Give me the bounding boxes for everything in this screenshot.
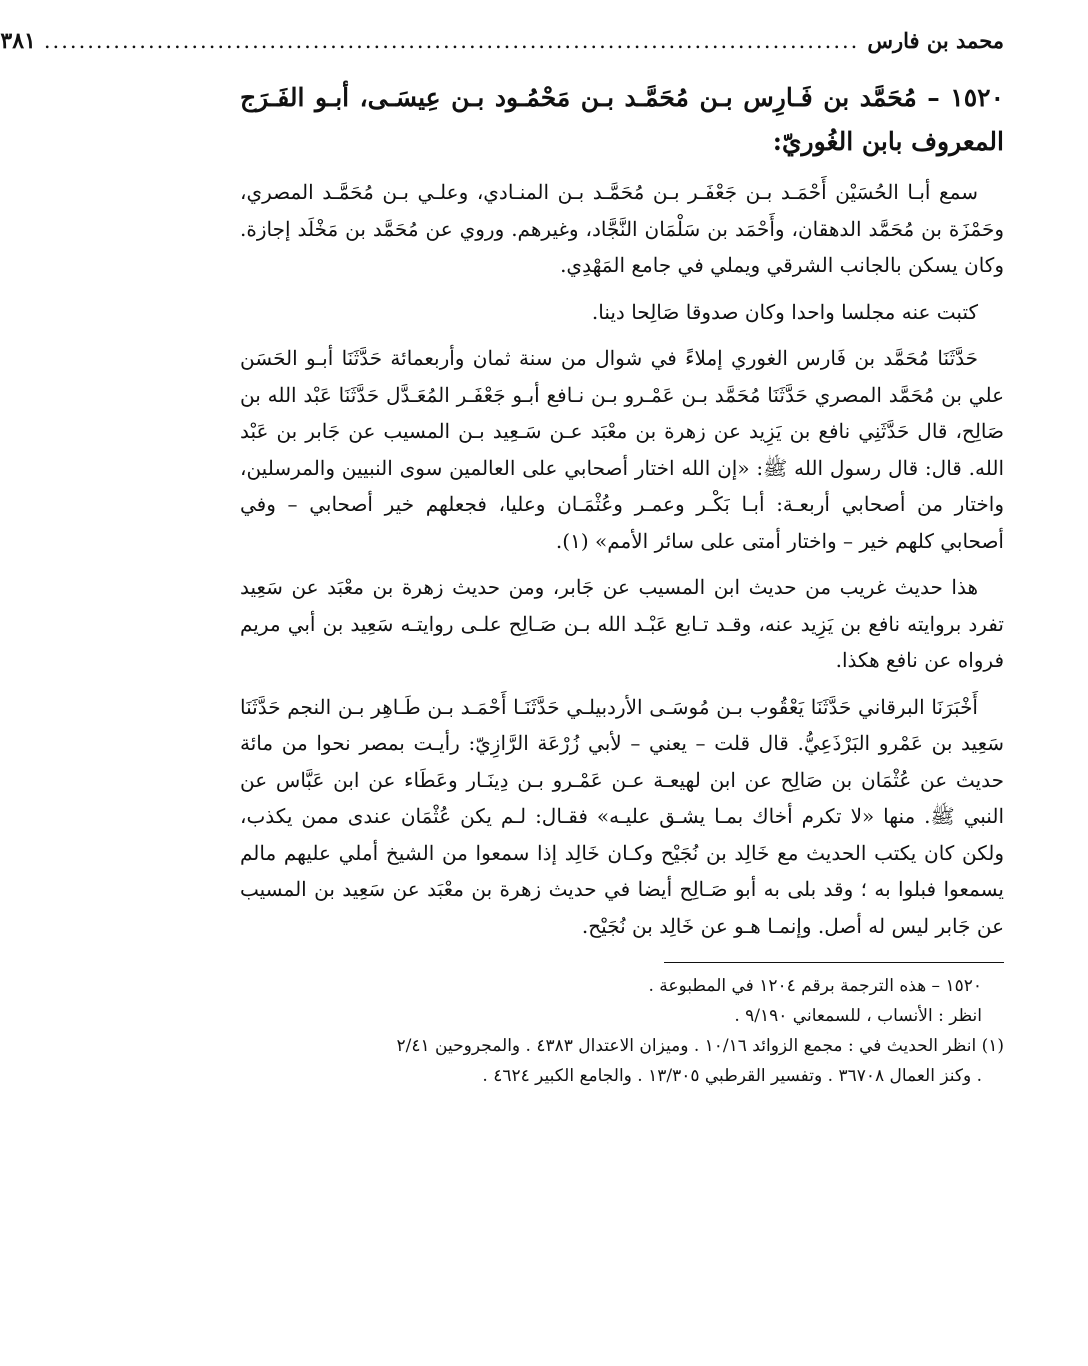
running-title: محمد بن فارس: [867, 28, 1004, 53]
footnotes: [240, 971, 1004, 1091]
paragraph-4: هذا حديث غريب من حديث ابن المسيب عن جَابر، ومن حديث زهرة بن معْبَد عن سَعِيد تفرد بروايته نافع بن يَزِيد عنه، وقـد تـابع عَبْـد الله بـن صَـالِح علـى روايتـه سَعِيد بن أبي مريم فرواه عن نافع هكذا.: [240, 575, 1004, 672]
footnote-entry-source: ١٥٢٠ – هذه الترجمة برقم ١٢٠٤ في المطبوعة .: [648, 976, 982, 996]
paragraph-1: سمع أبـا الحُسَيْن أَحْمَـد بـن جَعْفَـر بـن مُحَمَّـد بـن المنـادي، وعلـي بـن مُحَمَّـد المصري، وحَمْزَة بن مُحَمَّد الدهقان، وأَحْمَد بن سَلْمَان النَّجَّاد، وغيرهم. وروي عن مُحَمَّد بن مَخْلَد إجازة. وكان يسكن بالجانب الشرقي ويملي في جامع المَهْدِي.: [240, 180, 1004, 277]
footnote-1: (١) انظر الحديث في : مجمع الزوائد ١٠/١٦ . وميزان الاعتدال ٤٣٨٣ . والمجروحين ٢/٤١: [396, 1036, 1004, 1056]
footnote-ansab: انظر : الأنساب ، للسمعاني ٩/١٩٠ .: [734, 1006, 982, 1026]
entry-heading: ١٥٢٠ – مُحَمَّد بن فَـارِس بـن مُحَمَّـد بـن مَحْمُـود بـن عِيسَـى، أبـو الفَـرَج المعروف بابن الغُوريّ:: [240, 83, 1004, 156]
page-number: ٣٨١: [0, 28, 36, 54]
footnote-divider: [664, 962, 1004, 963]
paragraph-3: حَدَّثَنَا مُحَمَّد بن فَارس الغوري إملاءً في شوال من سنة ثمان وأربعمائة حَدَّثَنَا أبـو الحَسَن علي بن مُحَمَّد المصري حَدَّثَنَا مُحَمَّد بـن عَمْـرو بـن نـافع أبـو جَعْفَـر المُعَـدَّل حَدَّثَنَا عَبْد الله بن صَالِح، قال حَدَّثَنِي نافع بن يَزِيد عن زهرة بن معْبَد عـن سَـعِيد بـن المسيب عن جَابر بن عَبْد الله. قال: قال رسول الله ﷺ: «إن الله اختار أصحابي على العالمين سوى النبيين والمرسلين، واختار من أصحابي أربعـة: أبـا بَكْـر وعمـر وعُثْمَـان وعليا، فجعلهم خير أصحابي – وفي أصحابي كلهم خير – واختار أمتى على سائر الأمم» (١).: [240, 346, 1005, 553]
paragraph-5: أَخْبَرَنَا البرقاني حَدَّثَنَا يَعْقُوب بـن مُوسَـى الأردبيلـي حَدَّثَنَـا أَحْمَـد بـن طَـاهِر بـن النجم حَدَّثَنَا سَعِيد بن عَمْرو البَرْذَعِيُّ. قال قلت – يعني – لأبي زُرْعَة الرَّازِيّ: رأيـت بمصر نحوا من مائة حديث عن عُثْمَان بن صَالِح عن ابن لهيعـة عـن عَمْـرو بـن دِينَـار وعَطَاء عن ابن عَبَّاس عن النبي ﷺ. منها «لا تكرم أخاك بمـا يشـق عليـه» فقـال: لـم يكن عُثْمَان عندى ممن يكذب، ولكن كان يكتب الحديث مع خَالِد بن نُجَيْح وكـان خَالِد إذا سمعوا من الشيخ أملي عليهم مالم يسمعوا فبلوا به ؛ وقد بلى به أبو صَـالِح أيضا في حديث زهرة بن معْبَد عن سَعِيد بن المسيب عن جَابر ليس له أصل. وإنمـا هـو عن خَالِد بن نُجَيْح.: [240, 694, 1004, 938]
footnote-1-continued: . وكنز العمال ٣٦٧٠٨ . وتفسير القرطبي ١٣/٣٠٥ . والجامع الكبير ٤٦٢٤ .: [482, 1066, 982, 1086]
leader-dots: ..............................................................................................: [43, 29, 860, 53]
running-header: [0, 28, 1004, 68]
paragraph-2: كتبت عنه مجلسا واحدا وكان صدوقا صَالِحا دينا.: [591, 299, 978, 324]
